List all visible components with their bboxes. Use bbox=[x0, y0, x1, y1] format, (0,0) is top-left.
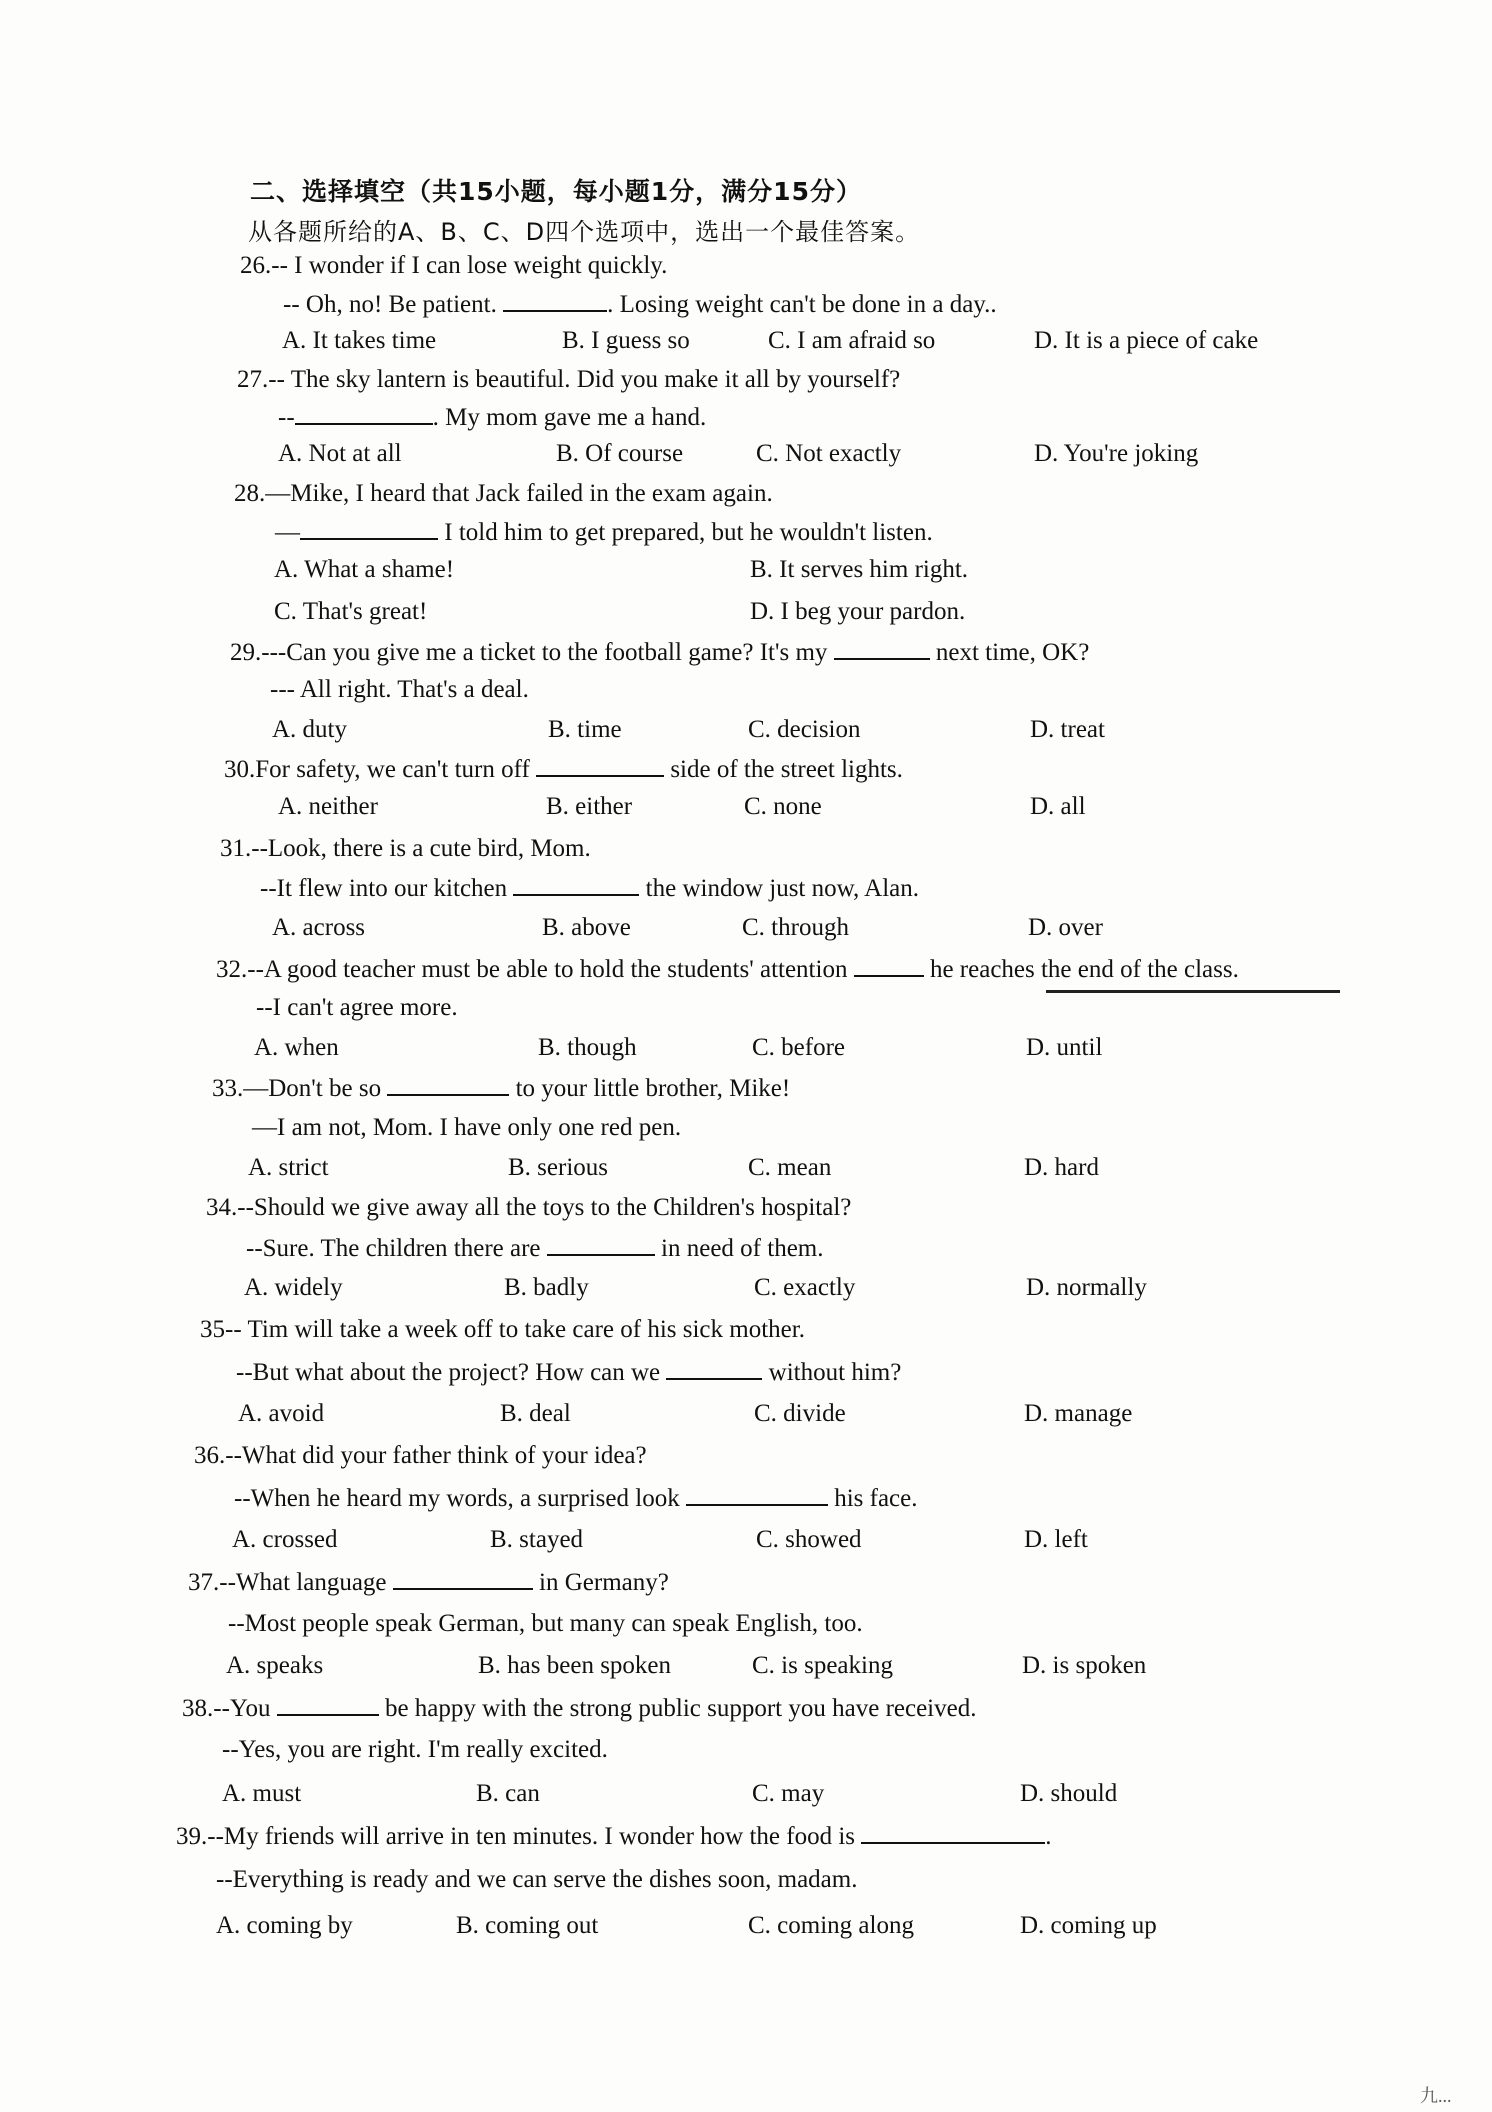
question-number: 39. bbox=[176, 1823, 208, 1850]
question-text: . Losing weight can't be done in a day.. bbox=[607, 291, 997, 318]
answer-option[interactable]: A. widely bbox=[244, 1274, 343, 1301]
answer-option[interactable]: A. What a shame! bbox=[274, 556, 455, 583]
question-line bbox=[252, 1114, 681, 1142]
answer-option[interactable]: B. Of course bbox=[556, 440, 684, 467]
question-line bbox=[176, 1822, 1052, 1851]
answer-option[interactable]: D. left bbox=[1024, 1526, 1088, 1553]
answer-blank[interactable] bbox=[536, 755, 664, 777]
answer-blank[interactable] bbox=[387, 1074, 509, 1096]
question-text: --Everything is ready and we can serve the dishes soon, madam. bbox=[216, 1866, 858, 1893]
answer-option[interactable]: B. though bbox=[538, 1034, 637, 1061]
question-text: --When he heard my words, a surprised look bbox=[234, 1485, 686, 1512]
question-number: 27. bbox=[237, 366, 269, 393]
question-text: . bbox=[1045, 1823, 1052, 1850]
question-number: 32. bbox=[216, 956, 248, 983]
question-text: --Sure. The children there are bbox=[246, 1235, 547, 1262]
question-text: -- I wonder if I can lose weight quickly. bbox=[271, 252, 668, 279]
answer-option[interactable]: C. mean bbox=[748, 1154, 832, 1181]
question-text: --- All right. That's a deal. bbox=[270, 676, 529, 703]
answer-option[interactable]: A. coming by bbox=[216, 1912, 353, 1939]
answer-blank[interactable] bbox=[854, 955, 924, 977]
question-number: 33. bbox=[212, 1075, 244, 1102]
answer-option[interactable]: B. time bbox=[548, 716, 622, 743]
question-line bbox=[246, 1234, 823, 1263]
answer-option[interactable]: A. It takes time bbox=[282, 327, 437, 354]
question-text: —Don't be so bbox=[243, 1075, 388, 1102]
answer-option[interactable]: D. You're joking bbox=[1034, 440, 1199, 467]
answer-option[interactable]: B. I guess so bbox=[562, 327, 690, 354]
question-text: he reaches the end of the class. bbox=[923, 956, 1239, 983]
question-line bbox=[230, 638, 1089, 667]
answer-option[interactable]: B. has been spoken bbox=[478, 1652, 672, 1679]
question-number: 31. bbox=[220, 835, 252, 862]
answer-option[interactable]: A. strict bbox=[248, 1154, 329, 1181]
answer-option[interactable]: D. manage bbox=[1024, 1400, 1133, 1427]
question-text: without him? bbox=[762, 1359, 902, 1386]
question-text: -- Tim will take a week off to take care of his sick mother. bbox=[225, 1316, 805, 1343]
answer-option[interactable]: D. all bbox=[1030, 793, 1086, 820]
question-text: --Most people speak German, but many can speak English, too. bbox=[228, 1610, 863, 1637]
question-text: -- bbox=[278, 404, 295, 431]
question-text: --I can't agree more. bbox=[256, 994, 458, 1021]
question-text: —I am not, Mom. I have only one red pen. bbox=[252, 1114, 682, 1141]
answer-option[interactable]: A. across bbox=[272, 914, 366, 941]
answer-blank[interactable] bbox=[861, 1822, 1045, 1844]
question-line bbox=[228, 1610, 863, 1638]
question-line bbox=[278, 403, 706, 432]
answer-option[interactable]: C. exactly bbox=[754, 1274, 856, 1301]
question-text: --Yes, you are right. I'm really excited. bbox=[222, 1736, 608, 1763]
question-line bbox=[188, 1568, 669, 1597]
question-number: 30. bbox=[224, 756, 256, 783]
answer-blank[interactable] bbox=[300, 518, 438, 540]
answer-option[interactable]: A. neither bbox=[278, 793, 378, 820]
question-text: . My mom gave me a hand. bbox=[432, 404, 707, 431]
answer-option[interactable]: B. either bbox=[546, 793, 633, 820]
question-number: 34. bbox=[206, 1194, 238, 1221]
question-text: to your little brother, Mike! bbox=[509, 1075, 791, 1102]
question-line bbox=[224, 755, 903, 784]
question-line bbox=[194, 1442, 647, 1470]
answer-option[interactable]: C. may bbox=[752, 1780, 825, 1807]
question-number: 37. bbox=[188, 1569, 220, 1596]
answer-option[interactable]: D. until bbox=[1026, 1034, 1103, 1061]
question-text: be happy with the strong public support you have received. bbox=[378, 1695, 977, 1722]
answer-option[interactable]: C. I am afraid so bbox=[768, 327, 936, 354]
question-line bbox=[216, 955, 1239, 984]
answer-blank[interactable] bbox=[513, 874, 639, 896]
answer-option[interactable]: B. It serves him right. bbox=[750, 556, 969, 583]
question-number: 28. bbox=[234, 480, 266, 507]
question-text: I told him to get prepared, but he wouldn't listen. bbox=[438, 519, 933, 546]
question-line bbox=[200, 1316, 805, 1344]
answer-blank[interactable] bbox=[503, 290, 607, 312]
question-text: his face. bbox=[827, 1485, 918, 1512]
answer-option[interactable]: A. when bbox=[254, 1034, 339, 1061]
question-text: --But what about the project? How can we bbox=[236, 1359, 667, 1386]
answer-blank[interactable] bbox=[547, 1234, 655, 1256]
answer-option[interactable]: C. before bbox=[752, 1034, 846, 1061]
answer-option[interactable]: C. coming along bbox=[748, 1912, 914, 1939]
answer-option[interactable]: B. above bbox=[542, 914, 631, 941]
question-number: 26. bbox=[240, 252, 272, 279]
question-number: 35 bbox=[200, 1316, 225, 1343]
question-text: --You bbox=[213, 1695, 277, 1722]
question-text: --Should we give away all the toys to the Children's hospital? bbox=[237, 1194, 852, 1221]
question-line bbox=[222, 1736, 608, 1764]
section-instruction: 从各题所给的A、B、C、D四个选项中，选出一个最佳答案。 bbox=[248, 218, 921, 246]
answer-option[interactable]: B. stayed bbox=[490, 1526, 584, 1553]
question-text: ---Can you give me a ticket to the football game? It's my bbox=[261, 639, 834, 666]
answer-blank[interactable] bbox=[277, 1694, 379, 1716]
section-title: 二、选择填空（共15小题，每小题1分，满分15分） bbox=[250, 177, 862, 206]
answer-option[interactable]: A. must bbox=[222, 1780, 302, 1807]
question-line bbox=[234, 1484, 918, 1513]
answer-option[interactable]: C. decision bbox=[748, 716, 861, 743]
question-line bbox=[206, 1194, 851, 1222]
answer-option[interactable]: B. serious bbox=[508, 1154, 608, 1181]
question-text: --Look, there is a cute bird, Mom. bbox=[251, 835, 591, 862]
question-line bbox=[275, 518, 933, 547]
question-text: the window just now, Alan. bbox=[639, 875, 920, 902]
question-line bbox=[182, 1694, 976, 1723]
answer-option[interactable]: D. is spoken bbox=[1022, 1652, 1147, 1679]
answer-option[interactable]: A. avoid bbox=[238, 1400, 325, 1427]
question-line bbox=[283, 290, 997, 319]
answer-blank[interactable] bbox=[686, 1484, 828, 1506]
question-line bbox=[237, 366, 900, 394]
question-text: —Mike, I heard that Jack failed in the exam again. bbox=[265, 480, 773, 507]
question-line bbox=[236, 1358, 901, 1387]
question-number: 38. bbox=[182, 1695, 214, 1722]
answer-option[interactable]: C. Not exactly bbox=[756, 440, 902, 467]
answer-option[interactable]: D. normally bbox=[1026, 1274, 1147, 1301]
question-text: — bbox=[275, 519, 300, 546]
question-text: --It flew into our kitchen bbox=[260, 875, 514, 902]
answer-option[interactable]: D. coming up bbox=[1020, 1912, 1157, 1939]
answer-option[interactable]: D. over bbox=[1028, 914, 1103, 941]
question-line bbox=[270, 676, 529, 704]
question-line bbox=[220, 835, 591, 863]
question-line bbox=[216, 1866, 857, 1894]
answer-option[interactable]: D. hard bbox=[1024, 1154, 1099, 1181]
answer-option[interactable]: B. deal bbox=[500, 1400, 571, 1427]
answer-blank[interactable] bbox=[393, 1568, 533, 1590]
answer-option[interactable]: C. none bbox=[744, 793, 822, 820]
answer-option[interactable]: C. showed bbox=[756, 1526, 862, 1553]
question-text: --What did your father think of your idea? bbox=[225, 1442, 647, 1469]
question-number: 36. bbox=[194, 1442, 226, 1469]
answer-option[interactable]: B. badly bbox=[504, 1274, 589, 1301]
answer-option[interactable]: A. Not at all bbox=[278, 440, 402, 467]
answer-option[interactable]: A. duty bbox=[272, 716, 347, 743]
question-text: -- The sky lantern is beautiful. Did you make it all by yourself? bbox=[268, 366, 901, 393]
answer-option[interactable]: D. should bbox=[1020, 1780, 1118, 1807]
answer-option[interactable]: B. can bbox=[476, 1780, 540, 1807]
question-line bbox=[256, 994, 458, 1022]
question-text: For safety, we can't turn off bbox=[255, 756, 537, 783]
question-line bbox=[260, 874, 919, 903]
answer-option[interactable]: D. treat bbox=[1030, 716, 1105, 743]
answer-blank[interactable] bbox=[666, 1358, 762, 1380]
question-text: side of the street lights. bbox=[664, 756, 903, 783]
question-text: --What language bbox=[219, 1569, 393, 1596]
question-text: in Germany? bbox=[532, 1569, 669, 1596]
question-line bbox=[212, 1074, 790, 1103]
question-text: -- Oh, no! Be patient. bbox=[283, 291, 504, 318]
answer-blank[interactable] bbox=[834, 638, 930, 660]
answer-option[interactable]: D. It is a piece of cake bbox=[1034, 327, 1259, 354]
answer-blank[interactable] bbox=[295, 403, 433, 425]
question-text: --A good teacher must be able to hold the students' attention bbox=[247, 956, 854, 983]
answer-option[interactable]: C. divide bbox=[754, 1400, 846, 1427]
question-text: --My friends will arrive in ten minutes. I wonder how the food is bbox=[207, 1823, 862, 1850]
question-line bbox=[234, 480, 773, 508]
answer-option[interactable]: C. through bbox=[742, 914, 849, 941]
answer-option[interactable]: D. I beg your pardon. bbox=[750, 598, 966, 625]
page-mark: 九... bbox=[1420, 2086, 1452, 2106]
answer-option[interactable]: A. crossed bbox=[232, 1526, 338, 1553]
question-number: 29. bbox=[230, 639, 262, 666]
question-text: in need of them. bbox=[654, 1235, 824, 1262]
question-text: next time, OK? bbox=[929, 639, 1090, 666]
handwritten-underline bbox=[1046, 990, 1340, 993]
question-line bbox=[240, 252, 667, 280]
answer-option[interactable]: C. That's great! bbox=[274, 598, 428, 625]
answer-option[interactable]: A. speaks bbox=[226, 1652, 324, 1679]
answer-option[interactable]: C. is speaking bbox=[752, 1652, 893, 1679]
answer-option[interactable]: B. coming out bbox=[456, 1912, 599, 1939]
